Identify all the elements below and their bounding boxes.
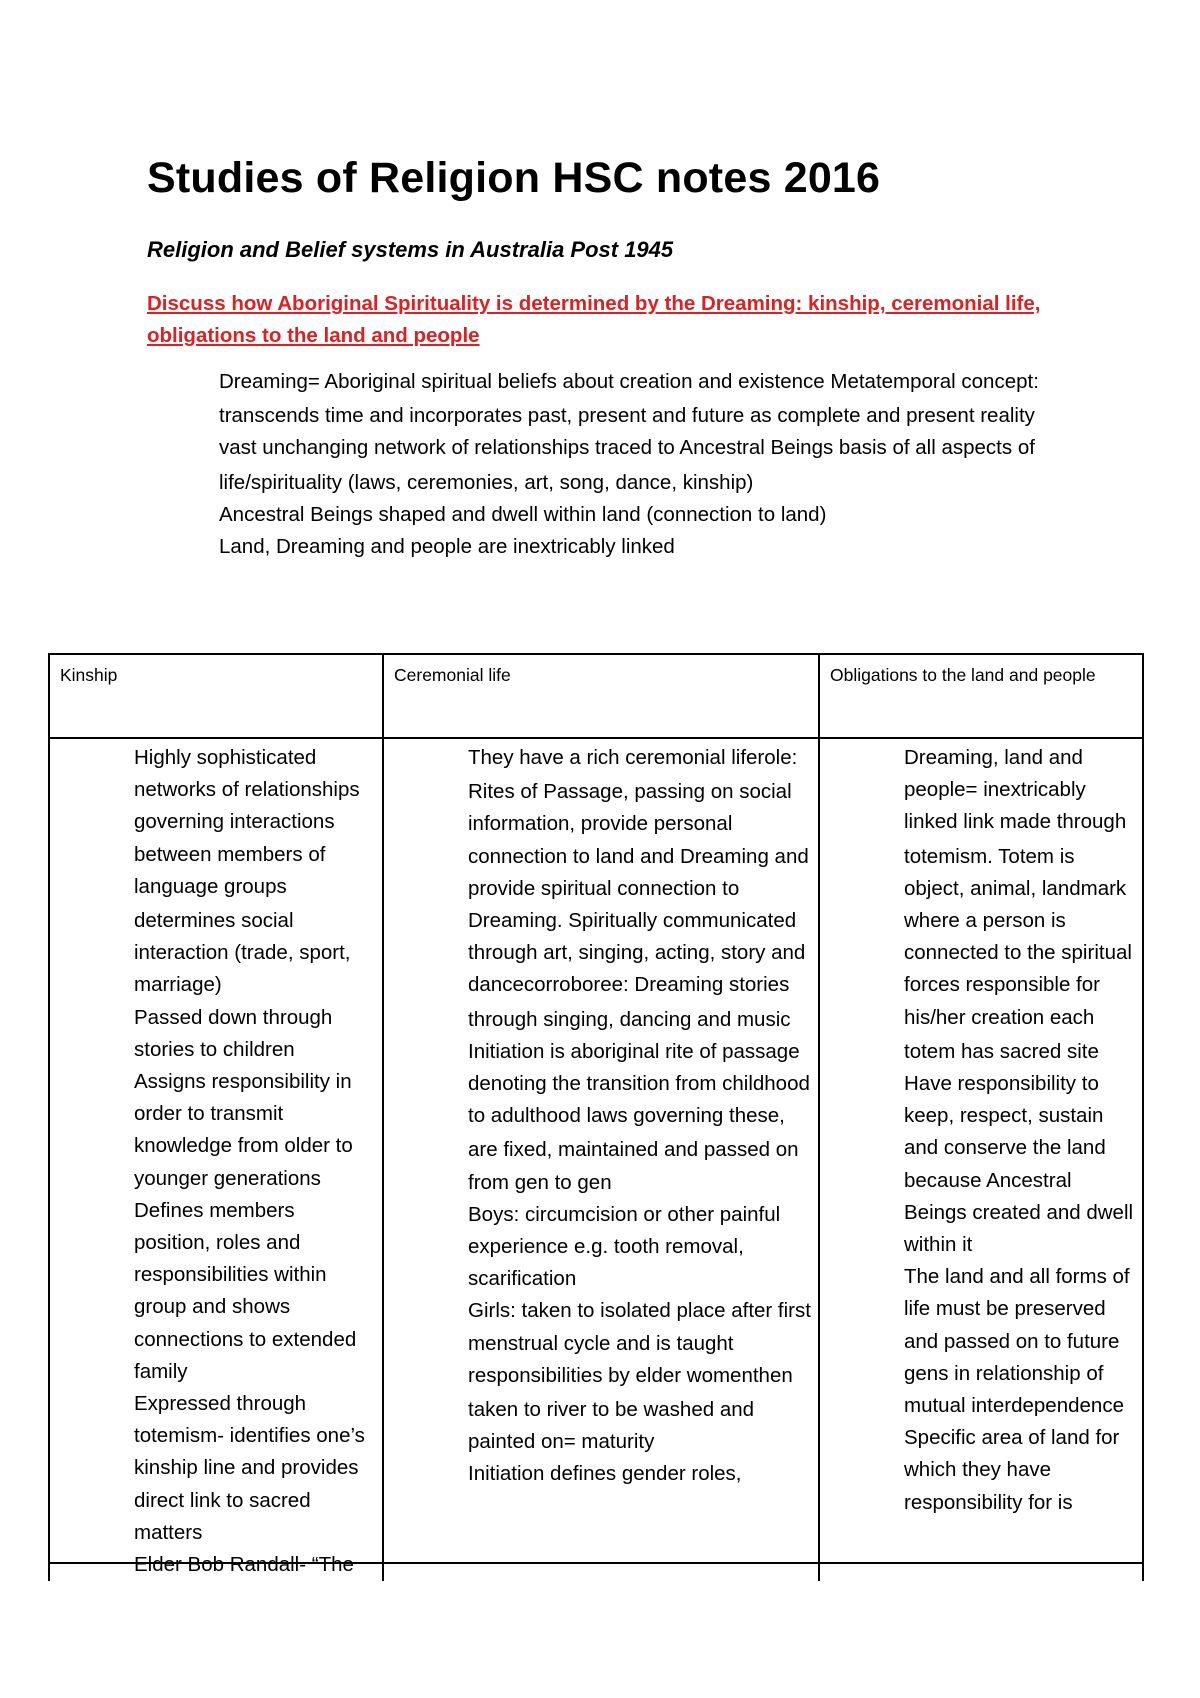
list-item [394,1458,812,1490]
list-item-text: link made through totemism. Totem is object, animal, landmark where a person is connected to the spiritual forces responsible for his/her creation [904,810,1132,1029]
intro-bullet-list [183,366,1083,563]
table-header-row [49,654,1143,738]
list-item-text: Girls: taken to isolated place after first menstrual cycle and is taught responsibilities by elder women [468,1299,811,1387]
list-item-text: Ancestral Beings shaped and dwell within land (connection to land) [219,502,827,526]
list-item-text: Expressed through totemism- identifies one’s kinship line and provides direct link to sacred matters [134,1392,365,1544]
list-item [830,742,1136,1068]
list-item [60,1195,376,1388]
list-item [830,1261,1136,1422]
list-item [183,499,1083,531]
list-item-text: The land and all forms of life must be preserved and passed on to future gens in relationship of mutual interdependence [904,1265,1130,1418]
list-item-text: Dreaming= Aboriginal spiritual beliefs about creation and existence [219,370,825,393]
list-item-text: Initiation defines gender roles, [468,1462,742,1486]
list-item-text: They have a rich ceremonial life [468,746,758,769]
list-item [60,1388,376,1549]
list-item [183,432,1083,498]
obligations-list [830,742,1136,1519]
list-item [183,366,1083,432]
list-item-text: Specific area of land for which they have responsibility for is [904,1426,1120,1514]
list-item-text: corroboree: Dreaming stories through singing, dancing and music [468,973,791,1031]
list-item-text: Land, Dreaming and people are inextricably linked [219,535,675,559]
list-item-text: Dreaming, land and people= inextricably linked [904,746,1086,834]
list-item-text: vast unchanging network of relationships traced to Ancestral Beings [219,436,834,460]
list-item [60,1549,376,1581]
table-bottom-border [48,1562,1142,1564]
list-item-text: Passed down through stories to children [134,1005,333,1061]
kinship-list [60,742,376,1581]
list-item-text: Metatemporal concept: transcends time and incorporates past, present and future as complete and present reality [219,370,1039,428]
list-item [60,1002,376,1066]
list-item [394,742,812,1036]
list-item-text: Defines members position, roles and responsibilities within group and shows connections to extended family [134,1198,357,1383]
list-item [183,531,1083,563]
header-ceremonial-life: Ceremonial life [383,654,819,738]
header-kinship: Kinship [49,654,383,738]
essay-question: Discuss how Aboriginal Spirituality is determined by the Dreaming: kinship, ceremonial life, obligations to the land and people [147,292,1041,347]
list-item [60,1066,376,1195]
document-title: Studies of Religion HSC notes 2016 [147,154,881,202]
kinship-cell [49,738,383,1581]
list-item-text: Have responsibility to keep, respect, sustain and conserve the land because Ancestral Beings created and dwell within it [904,1072,1134,1257]
list-item-text: determines social interaction (trade, sport, marriage) [134,909,351,997]
list-item-text: each totem has sacred site [904,1005,1099,1063]
list-item [394,1036,812,1199]
list-item-text: Boys: circumcision or other painful experience e.g. tooth removal, scarification [468,1202,781,1291]
notes-table [48,653,1144,1581]
list-item-text: Elder Bob Randall- “The [134,1553,354,1577]
list-item [60,742,376,1002]
list-item [394,1295,812,1458]
ceremonial-life-cell [383,738,819,1581]
obligations-cell [819,738,1143,1581]
ceremonial-list [394,742,812,1491]
header-obligations: Obligations to the land and people [819,654,1143,738]
list-item-text: laws governing these, are fixed, maintained and passed on from gen to gen [468,1104,799,1194]
list-item-text: Assigns responsibility in order to transmit knowledge from older to younger generations [134,1070,353,1190]
list-item [830,1422,1136,1519]
list-item [830,1068,1136,1261]
list-item-text: basis of all aspects of life/spirituality (laws, ceremonies, art, song, dance, kinship) [219,436,1035,494]
list-item-text: Initiation is aboriginal rite of passage denoting the transition from childhood to adulthood [468,1039,810,1128]
list-item-text: role: Rites of Passage, passing on social information, provide personal connection to land and Dreaming and provide spiritual connection to Dreaming. Spiritually communicated through art, singing, acting, story and dance [468,746,809,997]
list-item-text: Highly sophisticated networks of relationships governing interactions between members of language groups [134,746,360,898]
list-item [394,1199,812,1296]
table-row [49,738,1143,1581]
document-subtitle: Religion and Belief systems in Australia Post 1945 [147,237,674,262]
list-item-text: then taken to river to be washed and painted on= maturity [468,1363,793,1454]
